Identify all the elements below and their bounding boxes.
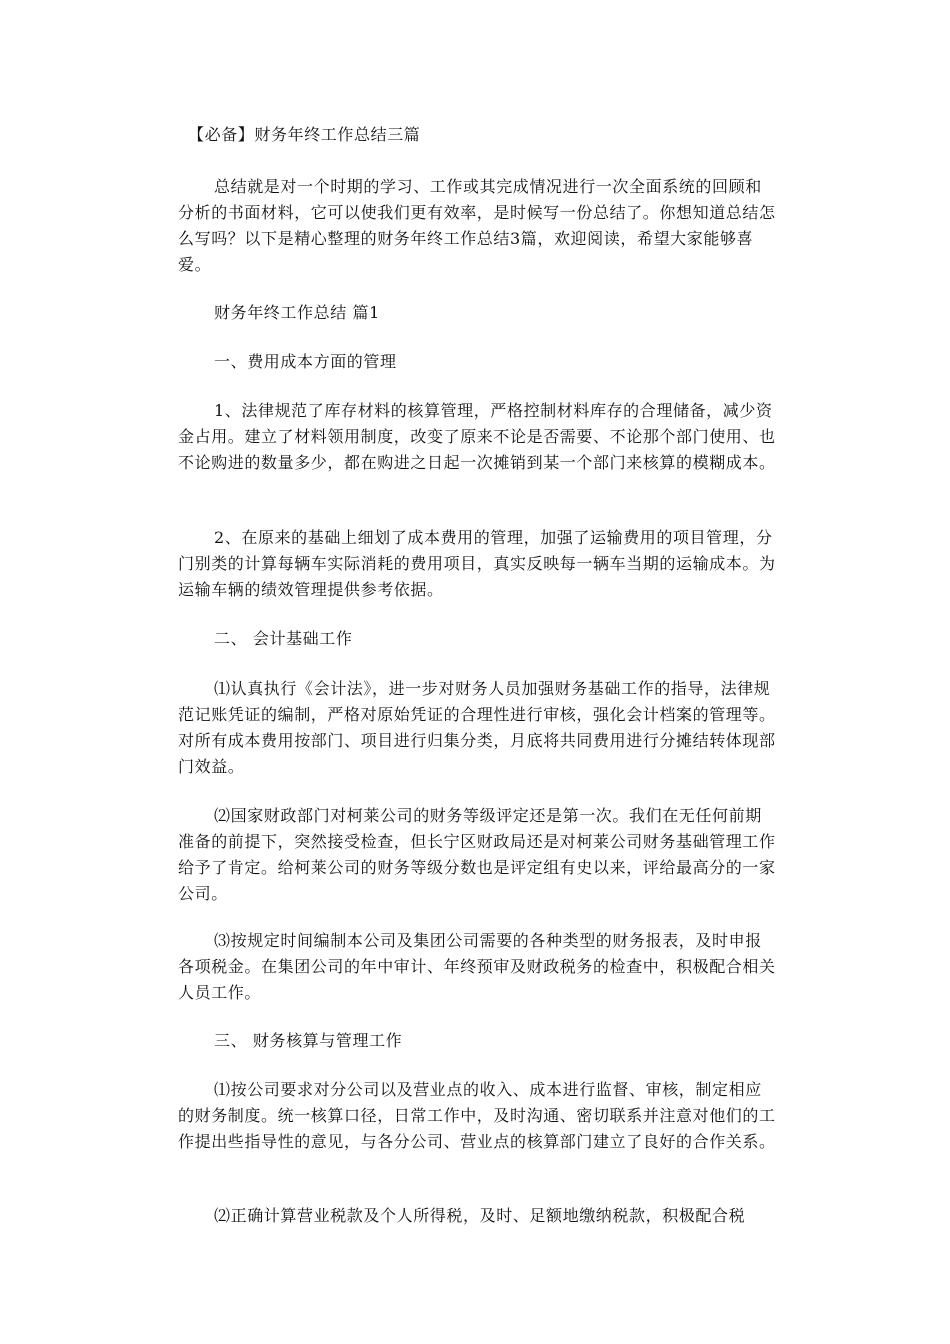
intro-paragraph: 总结就是对一个时期的学习、工作或其完成情况进行一次全面系统的回顾和分析的书面材料，它可以使我们更有效率，是时候写一份总结了。你想知道总结怎么写吗？以下是精心整理的财务年终工作总结3篇，欢迎阅读，希望大家能够喜爱。: [178, 177, 776, 274]
section-title: 财务年终工作总结 篇1: [214, 303, 380, 322]
document-title: 【必备】财务年终工作总结三篇: [188, 125, 421, 144]
heading-cost-management: 一、费用成本方面的管理: [214, 352, 397, 371]
heading-accounting-basics: 二、 会计基础工作: [214, 629, 353, 648]
paragraph-financial-rating: ⑵国家财政部门对柯莱公司的财务等级评定还是第一次。我们在无任何前期准备的前提下，突然接受检查，但长宁区财政局还是对柯莱公司财务基础管理工作给予了肯定。给柯莱公司的财务等级分数也是评定组有史以来，评给最高分的一家公司。: [178, 806, 776, 903]
paragraph-accounting-law: ⑴认真执行《会计法》，进一步对财务人员加强财务基础工作的指导，法律规范记账凭证的编制，严格对原始凭证的合理性进行审核，强化会计档案的管理等。对所有成本费用按部门、项目进行归集分类，月底将共同费用进行分摊结转体现部门效益。: [178, 679, 776, 776]
paragraph-cost-refinement: 2、在原来的基础上细划了成本费用的管理，加强了运输费用的项目管理，分门别类的计算每辆车实际消耗的费用项目，真实反映每一辆车当期的运输成本。为运输车辆的绩效管理提供参考依据。: [178, 528, 776, 599]
paragraph-inventory-management: 1、法律规范了库存材料的核算管理，严格控制材料库存的合理储备，减少资金占用。建立了材料领用制度，改变了原来不论是否需要、不论那个部门使用、也不论购进的数量多少，都在购进之日起一次摊销到某一个部门来核算的模糊成本。: [178, 401, 776, 472]
paragraph-tax-payment: ⑵正确计算营业税款及个人所得税，及时、足额地缴纳税款，积极配合税: [214, 1206, 746, 1225]
heading-financial-accounting: 三、 财务核算与管理工作: [214, 1031, 403, 1050]
paragraph-branch-supervision: ⑴按公司要求对分公司以及营业点的收入、成本进行监督、审核，制定相应的财务制度。统一核算口径，日常工作中，及时沟通、密切联系并注意对他们的工作提出些指导性的意见，与各分公司、营业点的核算部门建立了良好的合作关系。: [178, 1080, 776, 1151]
paragraph-financial-reports: ⑶按规定时间编制本公司及集团公司需要的各种类型的财务报表，及时申报各项税金。在集团公司的年中审计、年终预审及财政税务的检查中，积极配合相关人员工作。: [178, 931, 776, 1002]
